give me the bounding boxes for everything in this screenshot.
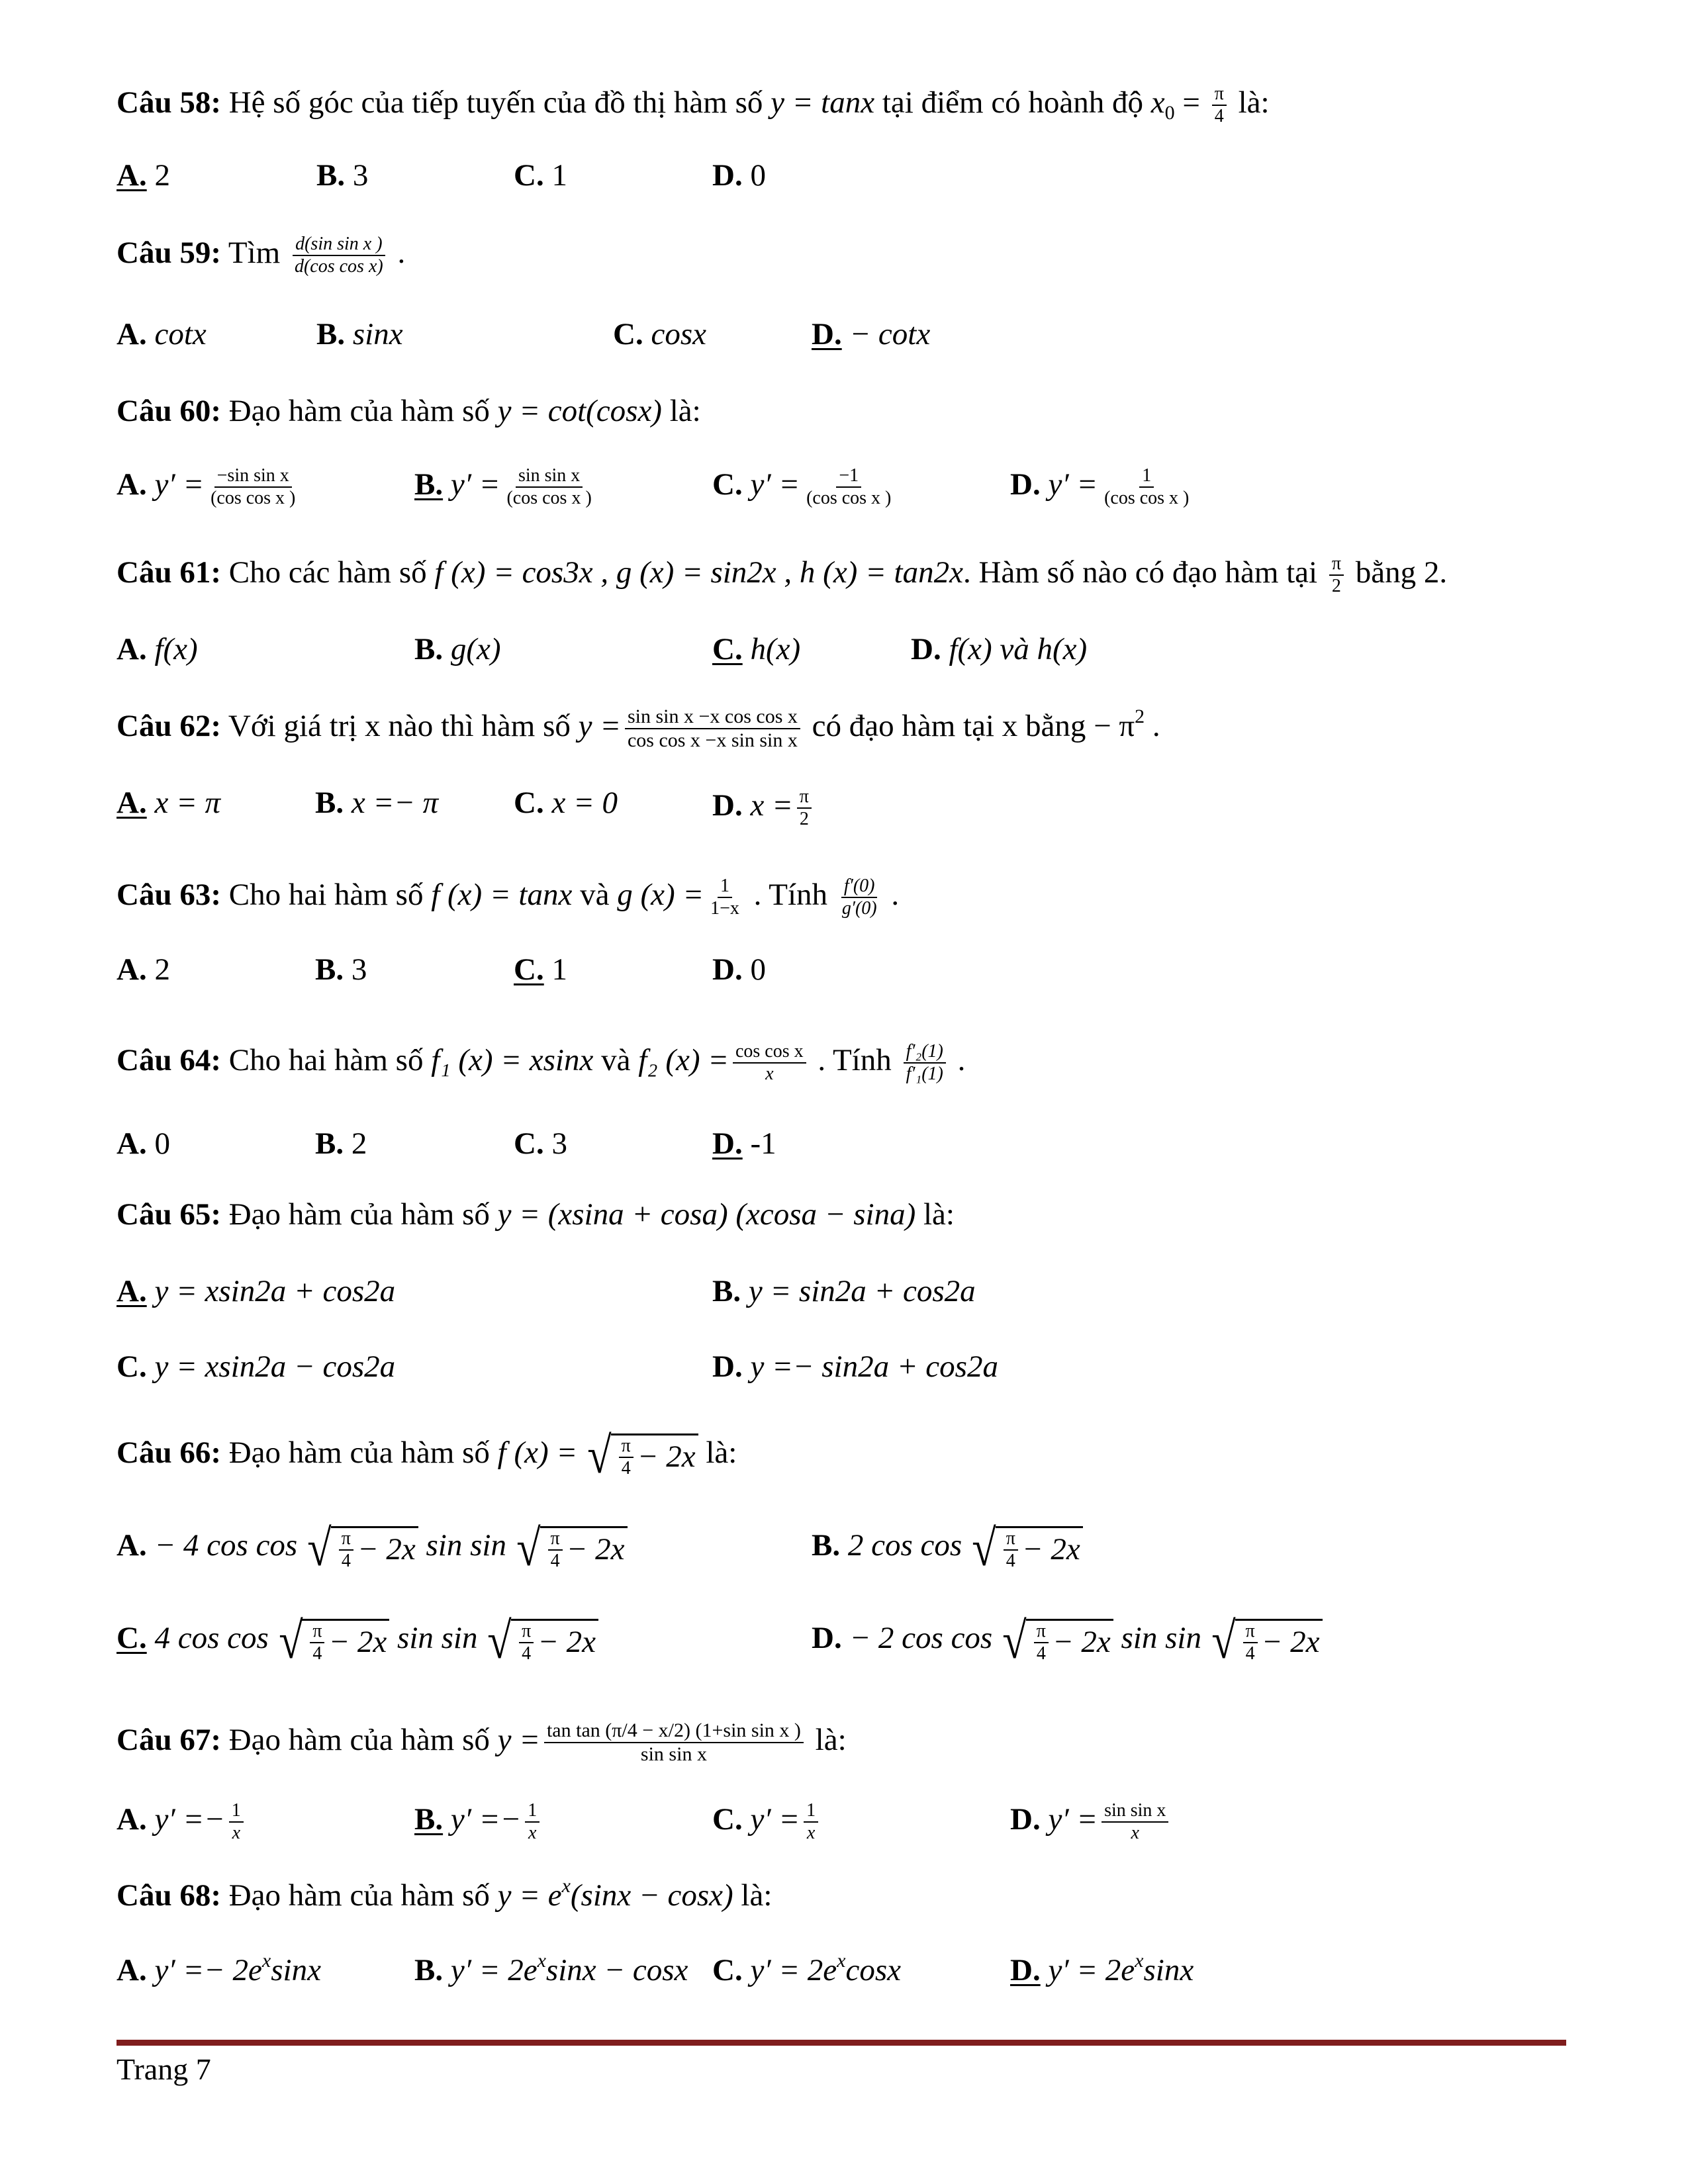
question-58: Câu 58: Hệ số góc của tiếp tuyến của đồ thị hàm số y = tanx tại điểm có hoành độ $x_0$ = $\frac{\pi}{4}$ là: <box>117 83 1270 126</box>
option-c[interactable]: C. y = xsin2a − cos2a <box>117 1349 396 1384</box>
option-b[interactable]: B. y′ =− $\frac{1}{x}$ <box>414 1801 543 1843</box>
question-68: Câu 68: Đạo hàm của hàm số $y = e^x(\sin x - \cos x)$ là: <box>117 1875 773 1913</box>
options-60 <box>117 467 1688 506</box>
option-b[interactable]: B. x =− π <box>315 786 439 820</box>
option-a[interactable]: A. 0 <box>117 1126 170 1161</box>
option-c[interactable]: C. h(x) <box>712 632 801 666</box>
option-d[interactable]: D. f(x) và h(x) <box>911 632 1088 666</box>
option-d[interactable]: D. y =− sin2a + cos2a <box>712 1349 998 1384</box>
option-b[interactable]: B. 3 <box>316 158 369 193</box>
option-c[interactable]: C. 3 <box>514 1126 567 1161</box>
question-62: Câu 62: Với giá trị x nào thì hàm số y = $\frac{\text{sin sin x −x cos cos x}}{\text{cos cos x −x sin sin x}}$ có đạo hàm tại x bằng − $\pi^2$ . <box>117 705 1160 752</box>
question-label: Câu 58: <box>117 85 221 120</box>
option-c[interactable]: C. 4 cos cos √ $\frac{\pi}{4}$ − 2x sin sin √ $\frac{\pi}{4}$ − 2x <box>117 1615 598 1666</box>
question-61: Câu 61: Cho các hàm số f (x) = cos3x , g (x) = sin2x , h (x) = tan2x. Hàm số nào có đạo hàm tại $\frac{\pi}{2}$ bằng 2. <box>117 553 1448 596</box>
option-d[interactable]: D. y′ = $\frac{1}{\text{(cos cos x )}}$ <box>1010 465 1190 508</box>
option-d[interactable]: D. $y' = 2e^x\sin x$ <box>1010 1950 1194 1987</box>
options-67 <box>117 1801 1688 1841</box>
options-65-cd <box>117 1351 1688 1391</box>
option-a[interactable]: A. − 4 cos cos √ $\frac{\pi}{4}$ − 2x sin sin √ $\frac{\pi}{4}$ − 2x <box>117 1522 628 1574</box>
question-65: Câu 65: Đạo hàm của hàm số y = (xsina + cosa) (xcosa − sina) là: <box>117 1197 955 1232</box>
option-d[interactable]: D. -1 <box>712 1126 776 1161</box>
option-a[interactable]: A. f(x) <box>117 632 198 666</box>
options-64 <box>117 1128 1688 1168</box>
option-d[interactable]: D. − 2 cos cos √ $\frac{\pi}{4}$ − 2x sin sin √ $\frac{\pi}{4}$ − 2x <box>812 1615 1323 1666</box>
option-c[interactable]: C. 1 <box>514 952 567 987</box>
options-68 <box>117 1951 1688 1991</box>
question-66: Câu 66: Đạo hàm của hàm số f (x) = √ $\frac{\pi}{4}$ − 2x là: <box>117 1426 737 1484</box>
sqrt: √ $\frac{\pi}{4}$ − 2x <box>585 1430 698 1481</box>
options-61 <box>117 634 1688 674</box>
options-59 <box>117 319 1688 359</box>
option-a[interactable]: A. cotx <box>117 317 207 351</box>
option-c[interactable]: C. y′ = $\frac{-1}{\text{(cos cos x )}}$ <box>712 465 892 508</box>
options-58 <box>117 160 1688 200</box>
option-c[interactable]: C. x = 0 <box>514 786 618 820</box>
option-b[interactable]: B. sinx <box>316 317 403 351</box>
option-c[interactable]: C. y′ = $\frac{1}{x}$ <box>712 1801 822 1843</box>
options-66-ab <box>117 1519 1688 1576</box>
option-c[interactable]: C. $y' = 2e^x\cos x$ <box>712 1950 902 1987</box>
question-59: Câu 59: Tìm $\frac{\text{d(sin sin x )}}{\text{d(cos cos x)}}$ . <box>117 234 406 277</box>
option-d[interactable]: D. y′ = $\frac{\text{sin sin x}}{x}$ <box>1010 1801 1172 1843</box>
page-number: Trang 7 <box>117 2052 211 2086</box>
option-b[interactable]: B. g(x) <box>414 632 501 666</box>
question-67: Câu 67: Đạo hàm của hàm số y = $\frac{\text{tan tan (π/4 − x/2) (1+sin sin x )}}{\text{sin sin x}}$ là: <box>117 1719 847 1765</box>
option-a[interactable]: A. y′ = $\frac{\text{−sin sin x}}{\text{(cos cos x )}}$ <box>117 465 296 508</box>
option-a[interactable]: A. x = π <box>117 786 221 820</box>
option-d[interactable]: D. 0 <box>712 158 766 193</box>
footer-divider <box>117 2040 1566 2046</box>
option-b[interactable]: B. y′ = $\frac{\text{sin sin x}}{\text{(cos cos x )}}$ <box>414 465 592 508</box>
option-b[interactable]: B. 2 <box>315 1126 367 1161</box>
fraction: $\frac{\text{d(sin sin x )}}{\text{d(cos cos x)}}$ <box>292 235 386 276</box>
question-60: Câu 60: Đạo hàm của hàm số y = cot(cosx) là: <box>117 394 701 428</box>
option-d[interactable]: D. 0 <box>712 952 766 987</box>
option-a[interactable]: A. y′ =− $\frac{1}{x}$ <box>117 1801 248 1843</box>
option-d[interactable]: D. x = $\frac{\pi}{2}$ <box>712 788 816 829</box>
option-b[interactable]: B. 3 <box>315 952 367 987</box>
option-d[interactable]: D. − cotx <box>812 317 931 351</box>
question-63: Câu 63: Cho hai hàm số f (x) = tanx và g (x) = $\frac{1}{1-x}$ . Tính $\frac{f'(0)}{g'(0)}$ . <box>117 876 900 919</box>
question-64: Câu 64: Cho hai hàm số f₁ (x) = xsinx và f₂ (x) = $\frac{\text{cos cos x}}{x}$ . Tính $\frac{\text{f′₂(1)}}{\text{f′₁(1)}}$ . <box>117 1041 966 1084</box>
option-a[interactable]: A. $y' =- 2e^x\sin x$ <box>117 1950 321 1987</box>
option-c[interactable]: C. cosx <box>613 317 706 351</box>
options-62 <box>117 788 1688 827</box>
option-b[interactable]: B. 2 cos cos √ $\frac{\pi}{4}$ − 2x <box>812 1522 1083 1574</box>
option-b[interactable]: B. y = sin2a + cos2a <box>712 1274 976 1308</box>
options-65-ab <box>117 1276 1688 1316</box>
option-a[interactable]: A. 2 <box>117 158 170 193</box>
options-66-cd <box>117 1612 1688 1669</box>
option-c[interactable]: C. 1 <box>514 158 567 193</box>
option-b[interactable]: B. $y' = 2e^x\sin x - \cos x$ <box>414 1950 688 1987</box>
fraction: $\frac{\pi}{4}$ <box>1212 85 1227 126</box>
option-a[interactable]: A. 2 <box>117 952 170 987</box>
option-a[interactable]: A. y = xsin2a + cos2a <box>117 1274 396 1308</box>
options-63 <box>117 954 1688 994</box>
